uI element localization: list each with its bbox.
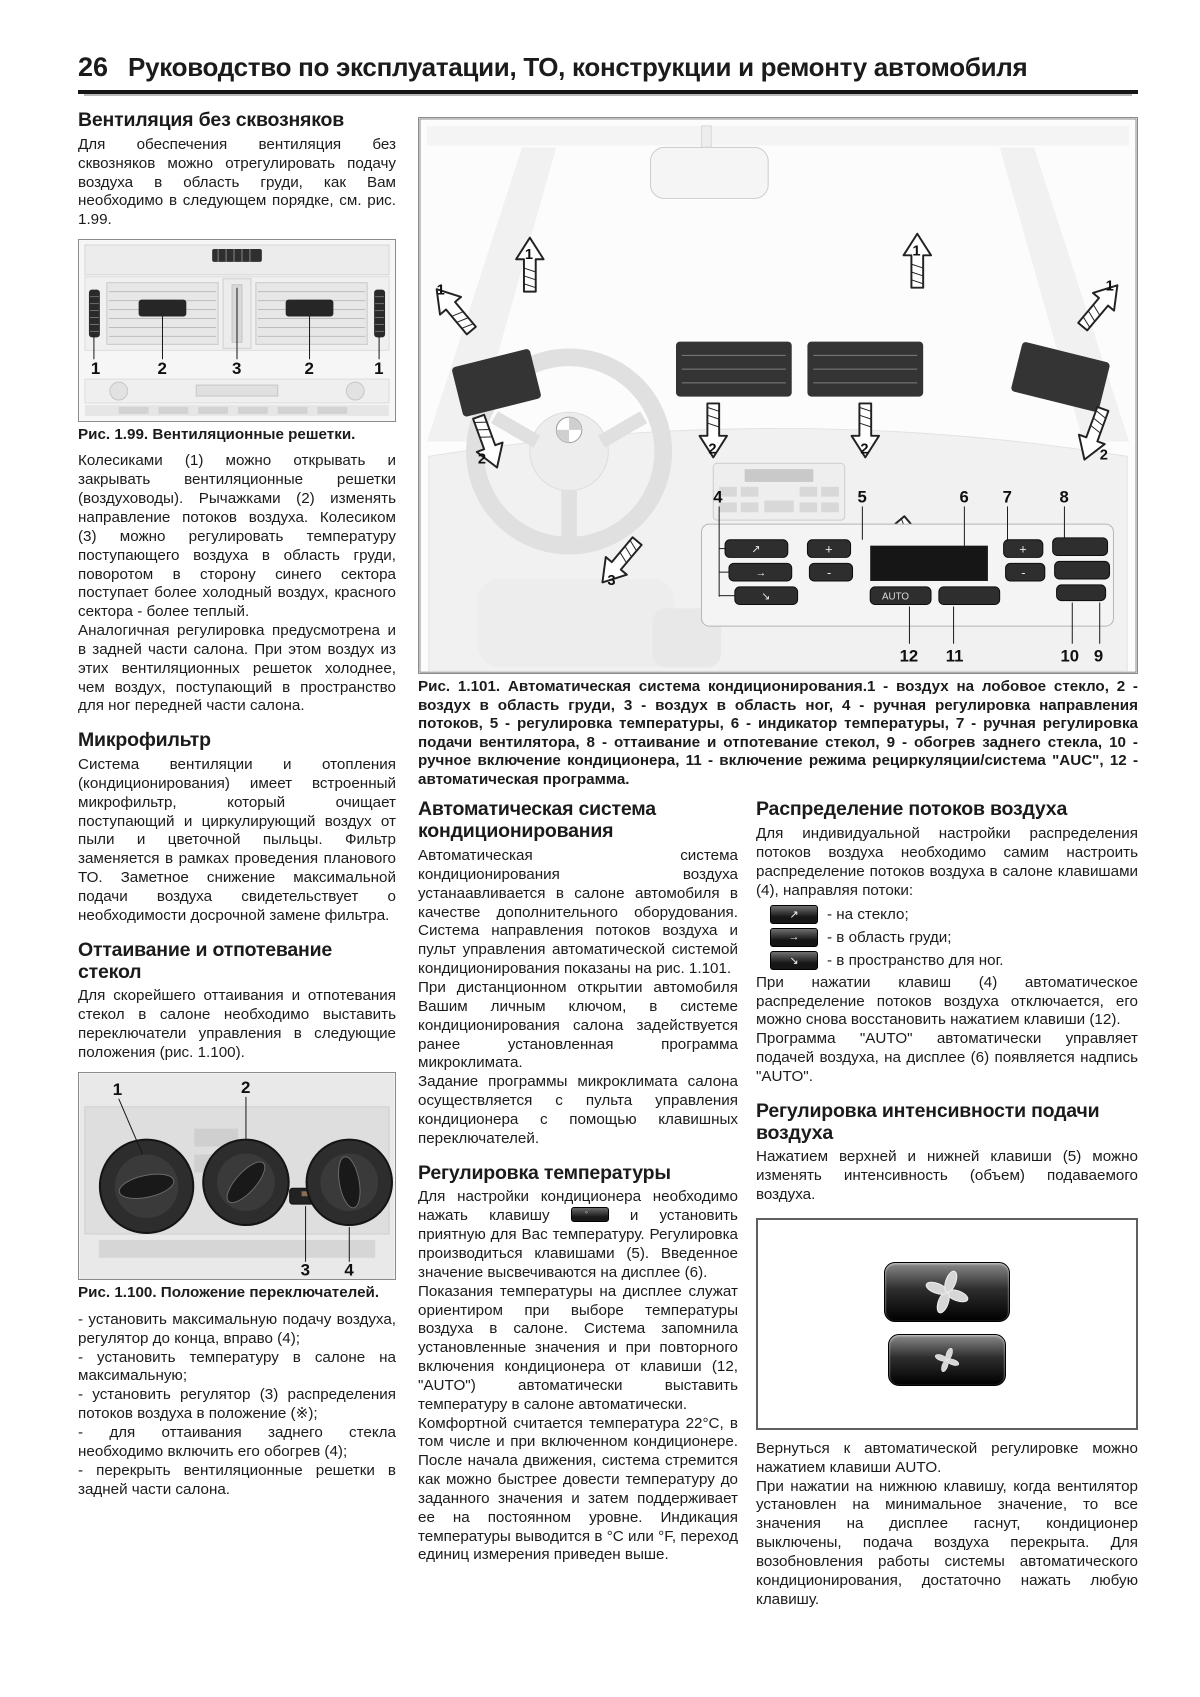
fig101-callout: 10 [1060,646,1080,666]
paragraph-part: и установить приятную для Вас температуру. Регулировка производиться клавишами (5). Введенное значение высвечиваются на дисплее (6). [418,1207,738,1281]
fig101-callout: 11 [945,646,964,666]
fig99-callout: 1 [374,359,384,379]
paragraph: Вернуться к автоматической регулировке можно нажатием клавиши AUTO. [756,1439,1138,1476]
paragraph: Колесиками (1) можно открывать и закрывать вентиляционные решетки (воздуховоды). Рычажками (2) изменять направление потоков воздуха. Колесиком (3) можно регулировать температуру поступающего воздуха в область груди, поворотом в сторону синего сектора поступает более холодный воздух, красного сектора - более теплый. [78,452,396,621]
list-item: - установить максимальную подачу воздуха, регулятор до конца, вправо (4); [78,1310,396,1347]
paragraph-with-icon [418,1188,738,1282]
paragraph: Для скорейшего оттаивания и отпотевания стекол в салоне необходимо выставить переключатели управления в следующие положения (рис. 1.100). [78,987,396,1061]
figure-1-99-caption: Рис. 1.99. Вентиляционные решетки. [78,425,356,443]
list-item: - перекрыть вентиляционные решетки в задней части салона. [78,1461,396,1498]
paragraph: Автоматическая система кондиционирования воздуха устанаавливается в салоне автомобиля в качестве дополнительного оборудования. Система направления потоков воздуха и пульт управления автоматической системой кондиционирования показаны на рис. 1.101. [418,847,738,978]
section-heading-airflow: Распределение потоков воздуха [756,798,1068,821]
figure-1-100 [78,1072,396,1281]
minus-glyph: - [827,565,832,581]
figure-1-101-caption: Рис. 1.101. Автоматическая система кондиционирования.1 - воздух на лобовое стекло, 2 - воздух в область груди, 3 - воздух в область ног, 4 - ручная регулировка направления потоков, 5 - регулировка температуры, 6 - индикатор температуры, 7 - ручная регулировка подачи вентилятора, 8 - оттаивание и отпотевание стекол, 9 - обогрев заднего стекла, 10 - ручное включение кондиционера, 11 - включение режима рециркуляции/система "AUC", 12 - автоматическая программа. [418,678,1138,788]
fig101-callout: 4 [713,487,723,507]
fig101-callout: 5 [857,487,867,507]
paragraph: Аналогичная регулировка предусмотрена и в задней части салона. При этом воздух из этих вентиляционных решеток холоднее, чем воздух, поступающий в пространство для ног передней части салона. [78,622,396,715]
flow-option-feet [770,951,1138,970]
list-item: - для оттаивания заднего стекла необходимо включить его обогрев (4); [78,1424,396,1460]
fig100-callout: 2 [240,1077,251,1097]
vent-grilles-drawing [79,240,395,421]
auto-label: AUTO [881,591,910,603]
flow-option-windshield [770,905,1138,924]
paragraph: Система вентиляции и отопления (кондиционирования) имеет встроенный микрофильтр, который очищает поступающий и циркулирующий воздух от пыли и цветочной пыльцы. Фильтр заменяется в рамках проведения планового ТО. Заметное снижение максимальной подачи воздуха свидетельствует о необходимости досрочной замене фильтра. [78,756,396,924]
page-header [78,52,1138,94]
fig101-callout: 1 [912,243,921,260]
dashboard-drawing [419,118,1137,673]
svg-text:↘: ↘ [761,590,771,603]
section-heading-microfilter: Микрофильтр [78,729,211,752]
fig101-callout: 7 [1002,487,1012,507]
minus-glyph: - [1021,565,1026,581]
flow-option-chest [770,928,1138,947]
fig101-callout: 1 [436,282,445,299]
figure-1-100-caption: Рис. 1.100. Положение переключателей. [78,1284,380,1302]
section-heading-auto-ac: Автоматическая система кондиционирования [418,798,656,843]
right-button-stack [1053,538,1110,601]
list-item: - установить температуру в салоне на максимальную; [78,1348,396,1385]
fig101-callout: 2 [477,451,487,468]
paragraph: Задание программы микроклимата салона осуществляется с пульта управления кондиционера с помощью клавишных переключателей. [418,1073,738,1147]
fan-buttons-figure [756,1218,1138,1430]
fig100-callout: 1 [112,1079,123,1099]
figure-1-101 [418,117,1138,674]
fig101-callout: 2 [1099,447,1108,464]
fig101-callout: 8 [1059,487,1069,507]
display [870,546,988,581]
fig100-callout: 4 [344,1260,354,1280]
section-heading-defrost: Оттаивание и отпотевание стекол [78,938,333,983]
section-heading-temperature: Регулировка температуры [418,1161,671,1184]
paragraph: При нажатии на нижнюю клавишу, когда вентилятор установлен на минимальное значение, то все значения на дисплее гаснут, кондиционер выключены, подача воздуха перекрыта. Для возобновления работы системы автоматического кондиционирования, достаточно нажать любую клавишу. [756,1477,1138,1608]
left-column [78,108,396,1610]
flow-label: - в область груди; [827,928,952,946]
fig101-callout: 6 [959,487,969,507]
paragraph: Для индивидуальной настройки распределения потоков воздуха необходимо самим настроить распределение потоков воздуха в салоне клавишами (4), направляя потоки: [756,825,1138,899]
figure-1-99 [78,239,396,422]
fig101-callout: 2 [860,441,869,458]
paragraph: Для обеспечения вентиляция без сквозняков можно отрегулировать подачу воздуха в область груди, как Вам необходимо в следующем порядке, см. рис. 1.99. [78,135,396,229]
control-knobs-drawing [79,1073,395,1280]
windshield-flow-key-icon: ↗ [770,905,818,924]
fan-icon [924,1269,970,1315]
fig99-callout: 3 [232,359,242,379]
fan-icon [934,1347,960,1373]
fig99-callout: 2 [304,359,314,379]
fig99-callout: 1 [90,359,101,379]
fan-increase-key [884,1262,1010,1322]
list-item: - установить регулятор (3) распределения потоков воздуха в положение (※); [78,1386,396,1423]
flow-label: - на стекло; [827,905,909,923]
fig101-callout: 12 [899,646,919,666]
paragraph-part: Для настройки кондиционера необходимо нажать клавишу [418,1188,738,1225]
page-title: Руководство по эксплуатации, ТО, конструкции и ремонту автомобиля [128,52,1028,82]
paragraph: Программа "AUTO" автоматически управляет подачей воздуха, на дисплее (6) появляется надпись "AUTO". [756,1030,1138,1085]
middle-column [418,797,738,1609]
plus-glyph: + [825,541,833,557]
paragraph: При нажатии клавиш (4) автоматическое распределение потоков воздуха отключается, его можно снова восстановить нажатием клавиши (12). [756,973,1138,1029]
fig99-callout: 2 [157,359,167,379]
right-column [756,797,1138,1609]
recirculation-button [939,587,1000,605]
right-area [418,108,1138,1610]
plus-glyph: + [1019,541,1027,557]
section-heading-ventilation: Вентиляция без сквозняков [78,109,345,131]
paragraph: Показания температуры на дисплее служат ориентиром при выборе температуры воздуха в салоне. Система запомнила установленные значения и при повторного включения кондиционера от клавиши (12, "AUTO") автоматически выставить температуру в салоне автоматически. [418,1282,738,1413]
paragraph: При дистанционном открытии автомобиля Вашим личным ключом, в системе кондиционирования салона задействуется ранее установленная программа микроклимата. [418,979,738,1072]
fig101-callout: 1 [1105,278,1114,295]
chest-flow-key-icon: → [770,928,818,947]
svg-text:↗: ↗ [751,543,761,556]
svg-text:→: → [755,567,767,580]
flow-label: - в пространство для ног. [827,951,1004,969]
fig101-callout: 3 [607,572,616,589]
top-grille [212,249,262,262]
page-number: 26 [78,52,109,82]
fan-decrease-key [888,1334,1006,1386]
temperature-key-icon [571,1207,609,1222]
fig101-callout: 9 [1093,646,1104,666]
fig101-callout: 1 [524,247,534,264]
section-heading-fan-intensity: Регулировка интенсивности подачи воздуха [756,1099,1100,1144]
paragraph: Комфортной считается температура 22°С, в том числе и при включенном кондиционере. После начала движения, система стремится как можно быстрее довести температуру до заданного значения и затем поддерживает ее на постоянном уровне. Индикация температуры выводится в °С или °F, переход единиц измерения приведен выше. [418,1414,738,1564]
fig100-callout: 3 [300,1260,310,1280]
feet-flow-key-icon: ↘ [770,951,818,970]
rearview-mirror [650,147,768,198]
fig101-callout: 2 [708,441,717,458]
left-vent-lever [139,300,187,317]
paragraph: Нажатием верхней и нижней клавиши (5) можно изменять интенсивность (объем) подаваемого воздуха. [756,1148,1138,1204]
right-vent-lever [286,300,334,317]
